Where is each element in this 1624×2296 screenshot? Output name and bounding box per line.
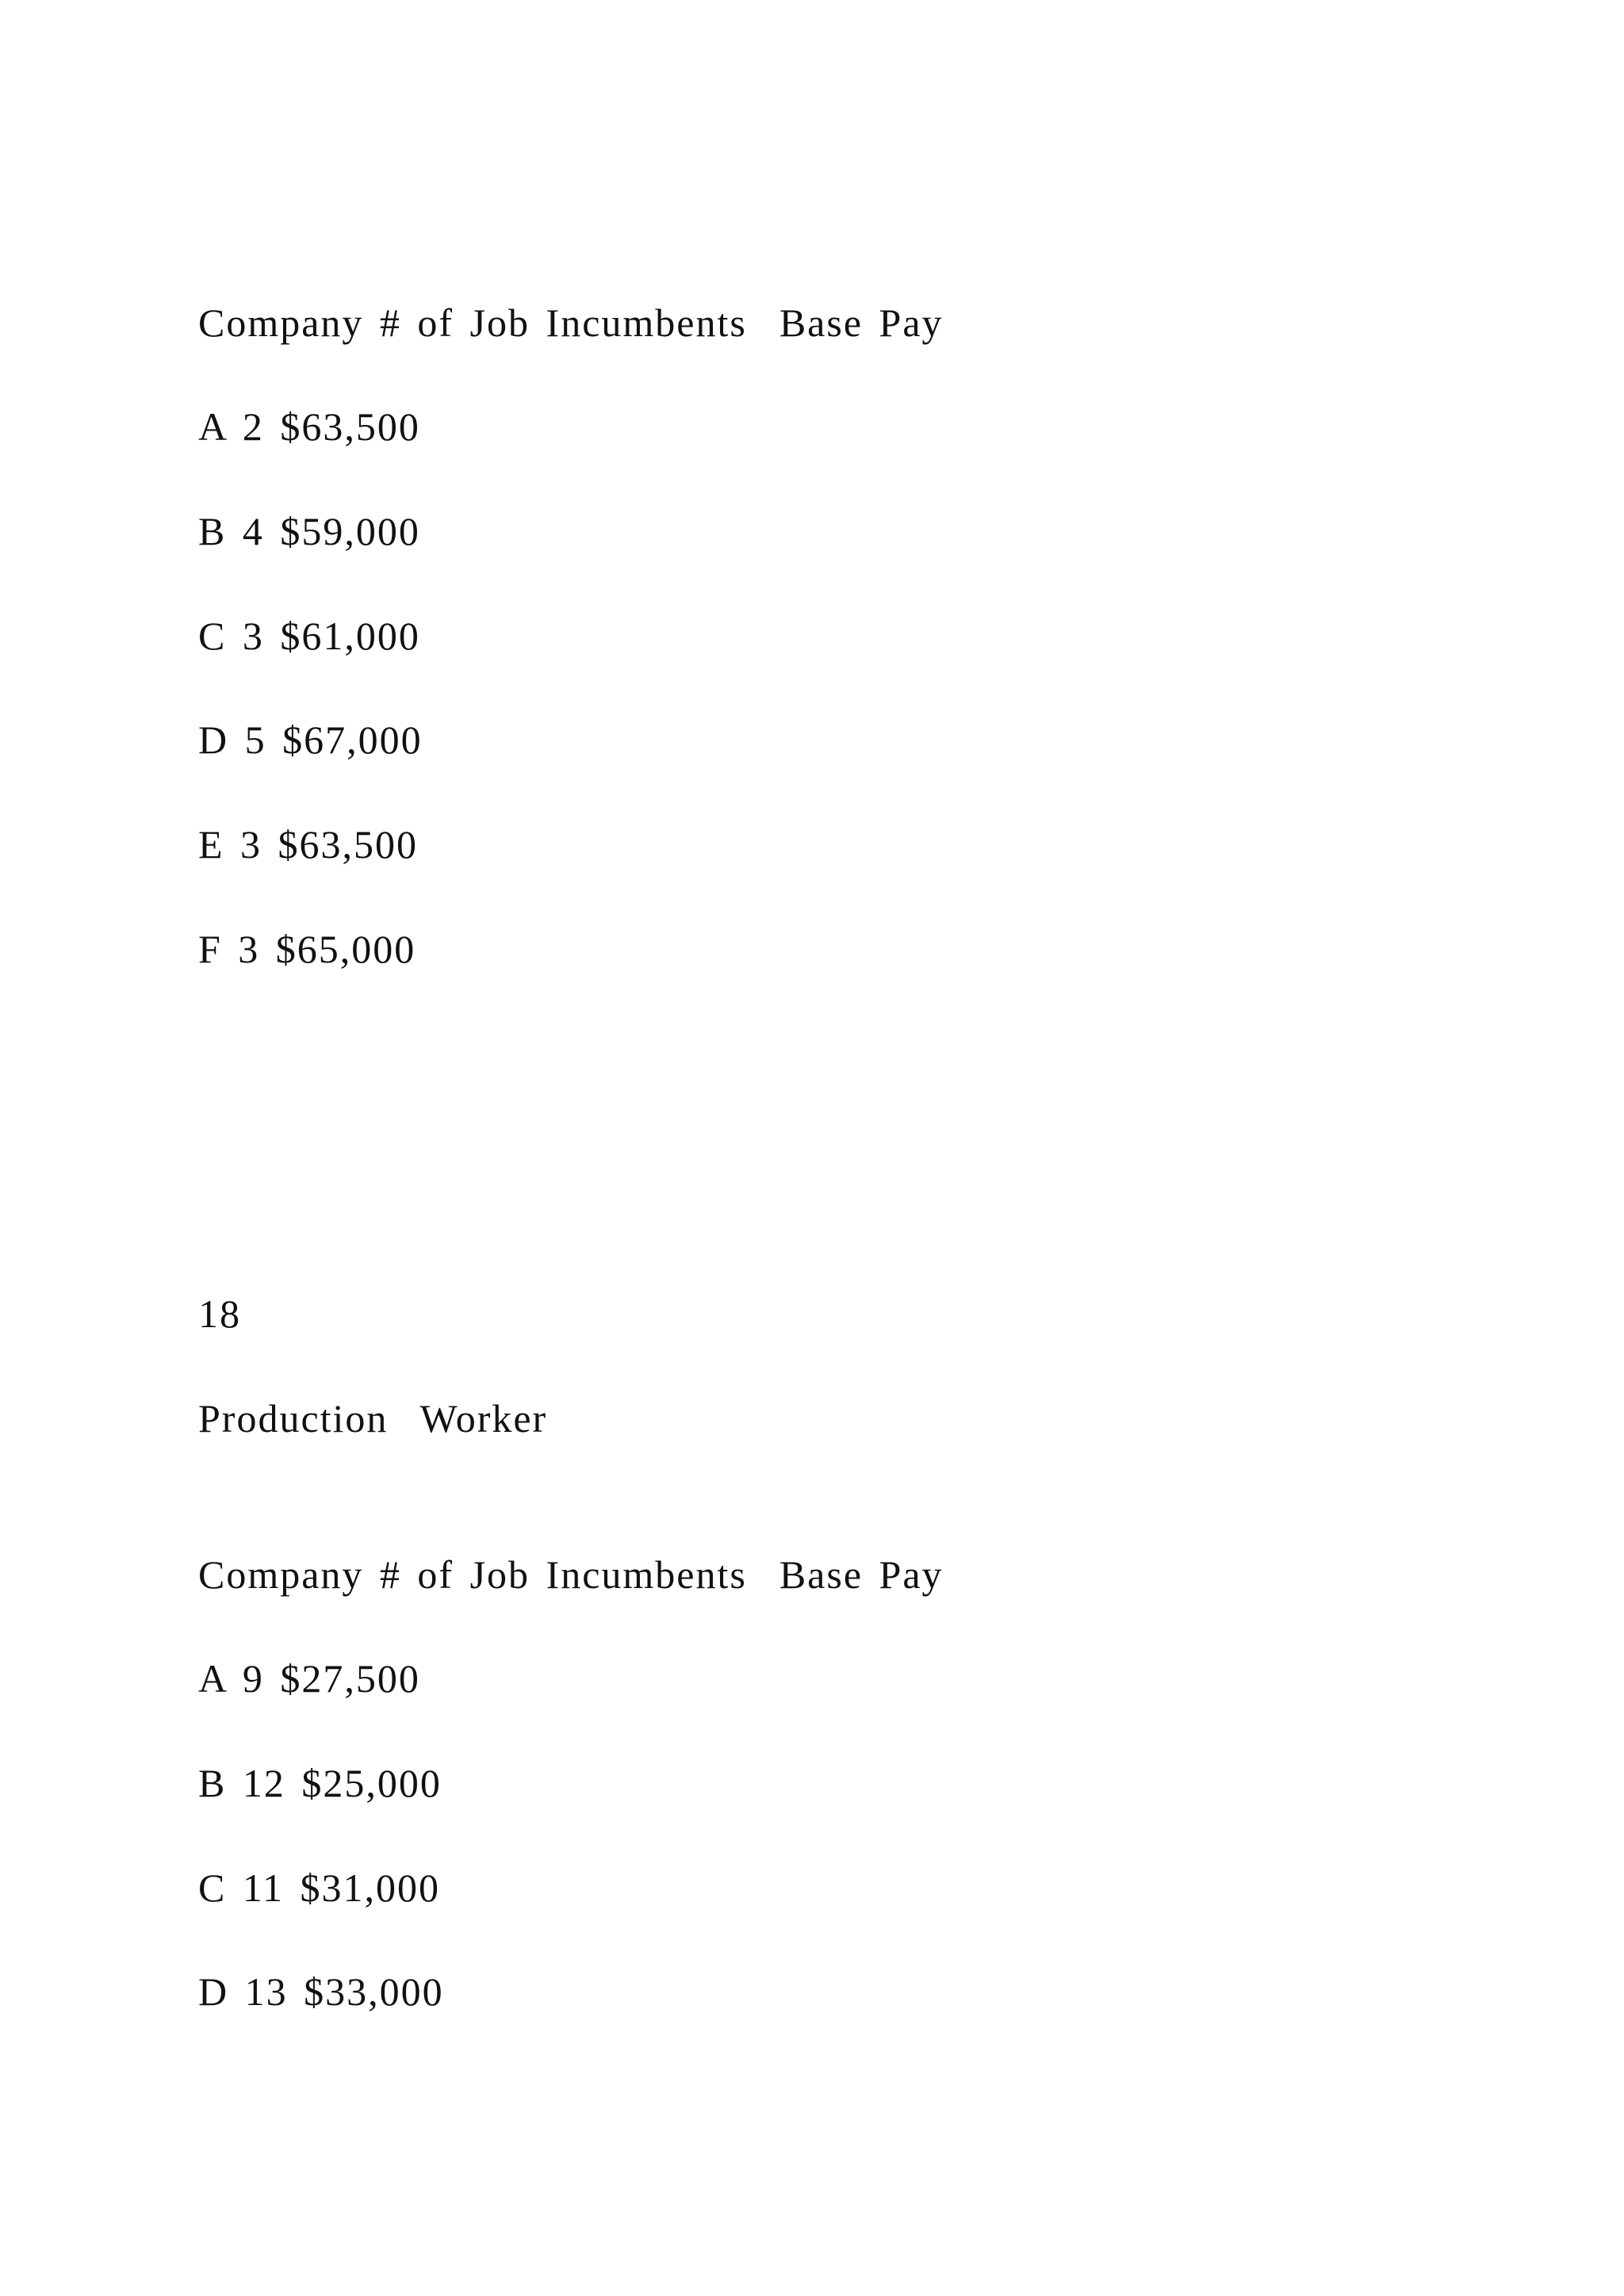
- table-row: D 13 $33,000: [198, 1969, 444, 2014]
- table-header: Company # of Job Incumbents Base Pay: [198, 1552, 944, 1597]
- table-header: Company # of Job Incumbents Base Pay: [198, 300, 944, 345]
- table-row: A 2 $63,500: [198, 404, 420, 449]
- table-row: E 3 $63,500: [198, 822, 419, 867]
- table-row: B 12 $25,000: [198, 1761, 442, 1805]
- table-row: F 3 $65,000: [198, 927, 416, 971]
- table-row: A 9 $27,500: [198, 1656, 420, 1701]
- table-row: C 3 $61,000: [198, 614, 420, 658]
- table-row: D 5 $67,000: [198, 718, 423, 762]
- table-row: C 11 $31,000: [198, 1866, 440, 1910]
- page-number: 18: [198, 1292, 241, 1336]
- section-title: Production Worker: [198, 1396, 548, 1441]
- table-row: B 4 $59,000: [198, 509, 420, 553]
